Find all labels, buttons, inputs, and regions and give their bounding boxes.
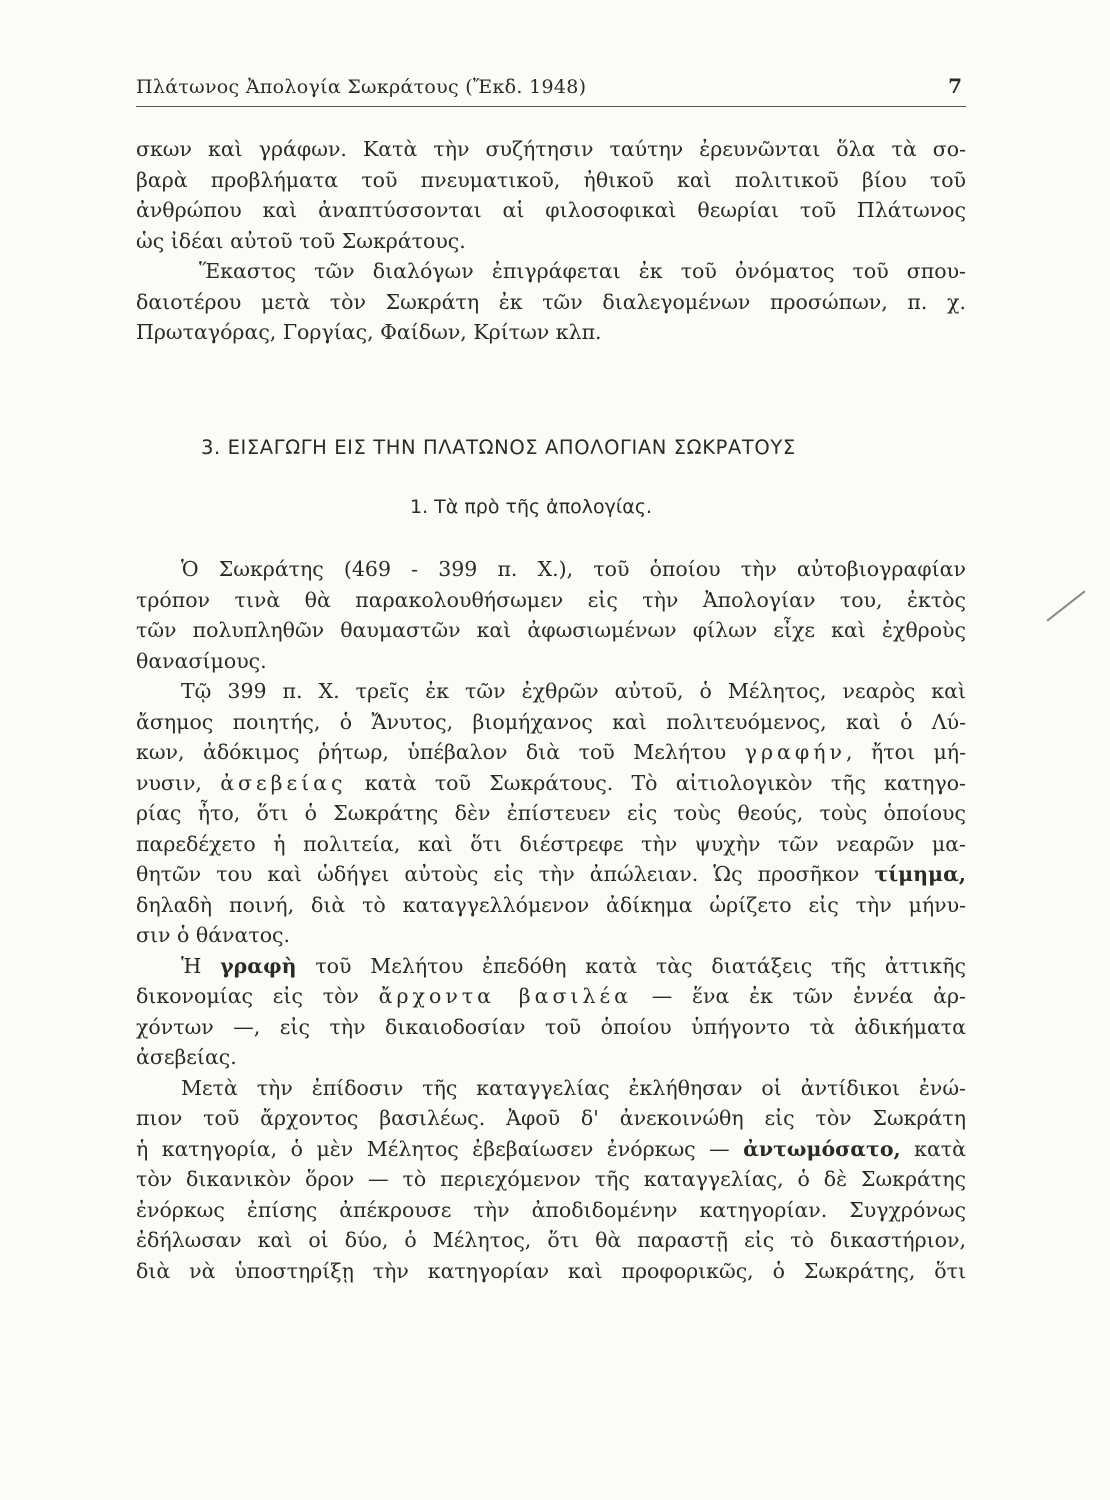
text-line: Μετὰ τὴν ἐπίδοσιν τῆς καταγγελίας ἐκλήθησαν οἱ ἀντίδικοι ἐνώ- [181,1075,966,1100]
text-line: ἄσημος ποιητής, ὁ Ἄνυτος, βιομήχανος καὶ πολιτευόμενος, καὶ ὁ Λύ- [136,709,966,734]
text-line: Ἕκαστος τῶν διαλόγων ἐπιγράφεται ἐκ τοῦ ὀνόματος τοῦ σπου- [199,259,966,283]
emphasis-timima: τίμημα, [874,862,966,886]
text-line [136,859,966,890]
text-run: , ἤτοι μή- [846,740,966,764]
text-line: σκων καὶ γράφων. Κατὰ τὴν συζήτησιν ταύτην ἐρευνῶνται ὅλα τὰ σο- [136,137,966,161]
text-run: κατὰ τοῦ Σωκράτους. Τὸ αἰτιολογικὸν τῆς κατηγο- [364,770,966,795]
text-line: δηλαδὴ ποινή, διὰ τὸ καταγγελλόμενον ἀδίκημα ὡρίζετο εἰς τὴν μήνυ- [136,892,966,917]
running-title: Πλάτωνος Ἀπολογία Σωκράτους (Ἔκδ. 1948) [136,76,587,98]
text-line: θανασίμους. [136,648,267,673]
text-line [136,981,966,1012]
text-line: παρεδέχετο ἡ πολιτεία, καὶ ὅτι διέστρεφε τὴν ψυχὴν τῶν νεαρῶν μα- [136,831,966,856]
body-text [136,554,966,1286]
text-line [136,951,966,982]
text-run: ἡ κατηγορία, ὁ μὲν Μέλητος ἐβεβαίωσεν ἐνόρκως — [136,1136,730,1161]
text-line: δαιοτέρου μετὰ τὸν Σωκράτη ἐκ τῶν διαλεγομένων προσώπων, π. χ. [136,289,966,314]
text-line: ὡς ἰδέαι αὐτοῦ τοῦ Σωκράτους. [136,228,466,253]
page-number: 7 [948,74,962,98]
text-line [136,737,966,768]
text-line: τὸν δικανικὸν ὅρον — τὸ περιεχόμενον τῆς καταγγελίας, ὁ δὲ Σωκράτης [136,1167,966,1191]
margin-pencil-mark [1046,590,1085,621]
text-line: ρίας ἦτο, ὅτι ὁ Σωκράτης δὲν ἐπίστευεν εἰς τοὺς θεούς, τοὺς ὁποίους [136,801,966,825]
text-run: Ἡ [181,953,202,978]
text-line: Ὁ Σωκράτης (469 - 399 π. Χ.), τοῦ ὁποίου τὴν αὐτοβιογραφίαν [181,557,966,581]
text-run: δικονομίας εἰς τὸν [136,984,359,1008]
text-line: διὰ νὰ ὑποστηρίξῃ τὴν κατηγορίαν καὶ προφορικῶς, ὁ Σωκράτης, ὅτι [136,1258,966,1283]
text-line [136,768,966,799]
text-line: ἐνόρκως ἐπίσης ἀπέκρουσε τὴν ἀποδιδομένην κατηγορίαν. Συγχρόνως [136,1197,966,1222]
text-run: τοῦ Μελήτου ἐπεδόθη κατὰ τὰς διατάξεις τῆς ἀττικῆς [315,953,966,978]
text-line: ἀσεβείας. [136,1045,237,1069]
text-line: βαρὰ προβλήματα τοῦ πνευματικοῦ, ἠθικοῦ καὶ πολιτικοῦ βίου τοῦ [136,167,966,192]
subsection-heading: 1. Τὰ πρὸ τῆς ἀπολογίας. [410,496,653,518]
text-line: χόντων —, εἰς τὴν δικαιοδοσίαν τοῦ ὁποίου ὑπήγοντο τὰ ἀδικήματα [136,1014,966,1039]
emphasis-antomosato: ἀντωμόσατο, [743,1136,901,1161]
text-run: νυσιν, [136,770,202,795]
text-run: θητῶν του καὶ ὡδήγει αὐτοὺς εἰς τὴν ἀπώλειαν. Ὡς προσῆκον [136,862,860,886]
text-line: σιν ὁ θάνατος. [136,923,291,947]
text-line: ἐδήλωσαν καὶ οἱ δύο, ὁ Μέλητος, ὅτι θὰ παραστῇ εἰς τὸ δικαστήριον, [136,1228,966,1252]
text-line: τρόπον τινὰ θὰ παρακολουθήσωμεν εἰς τὴν Ἀπολογίαν του, ἐκτὸς [136,587,966,612]
text-line [136,1134,966,1165]
text-line: ἀνθρώπου καὶ ἀναπτύσσονται αἱ φιλοσοφικαὶ θεωρίαι τοῦ Πλάτωνος [136,198,966,222]
text-line: τῶν πολυπληθῶν θαυμαστῶν καὶ ἀφωσιωμένων φίλων εἶχε καὶ ἐχθροὺς [136,618,966,642]
emphasis-graphen: γραφήν [744,740,846,764]
emphasis-archonta: ἄρχοντα βασιλέα [378,984,632,1008]
section-heading: 3. ΕΙΣΑΓΩΓΗ ΕΙΣ ΤΗΝ ΠΛΑΤΩΝΟΣ ΑΠΟΛΟΓΙΑΝ ΣΩΚΡΑΤΟΥΣ [201,436,796,459]
emphasis-asebeias: ἀσεβείας [220,770,347,795]
text-run: — ἕνα ἐκ τῶν ἐννέα ἀρ- [651,984,966,1008]
text-run: κατὰ [914,1136,966,1161]
text-line: Τῷ 399 π. Χ. τρεῖς ἐκ τῶν ἐχθρῶν αὐτοῦ, ὁ Μέλητος, νεαρὸς καὶ [181,679,966,703]
intro-text [136,134,966,348]
text-line: Πρωταγόρας, Γοργίας, Φαίδων, Κρίτων κλπ. [136,320,602,344]
emphasis-graphi: γραφὴ [220,953,297,978]
text-line: πιον τοῦ ἄρχοντος βασιλέως. Ἀφοῦ δ' ἀνεκοινώθη εἰς τὸν Σωκράτη [136,1106,966,1130]
text-run: κων, ἀδόκιμος ῥήτωρ, ὑπέβαλον διὰ τοῦ Μελήτου [136,740,727,764]
running-header [136,72,966,107]
